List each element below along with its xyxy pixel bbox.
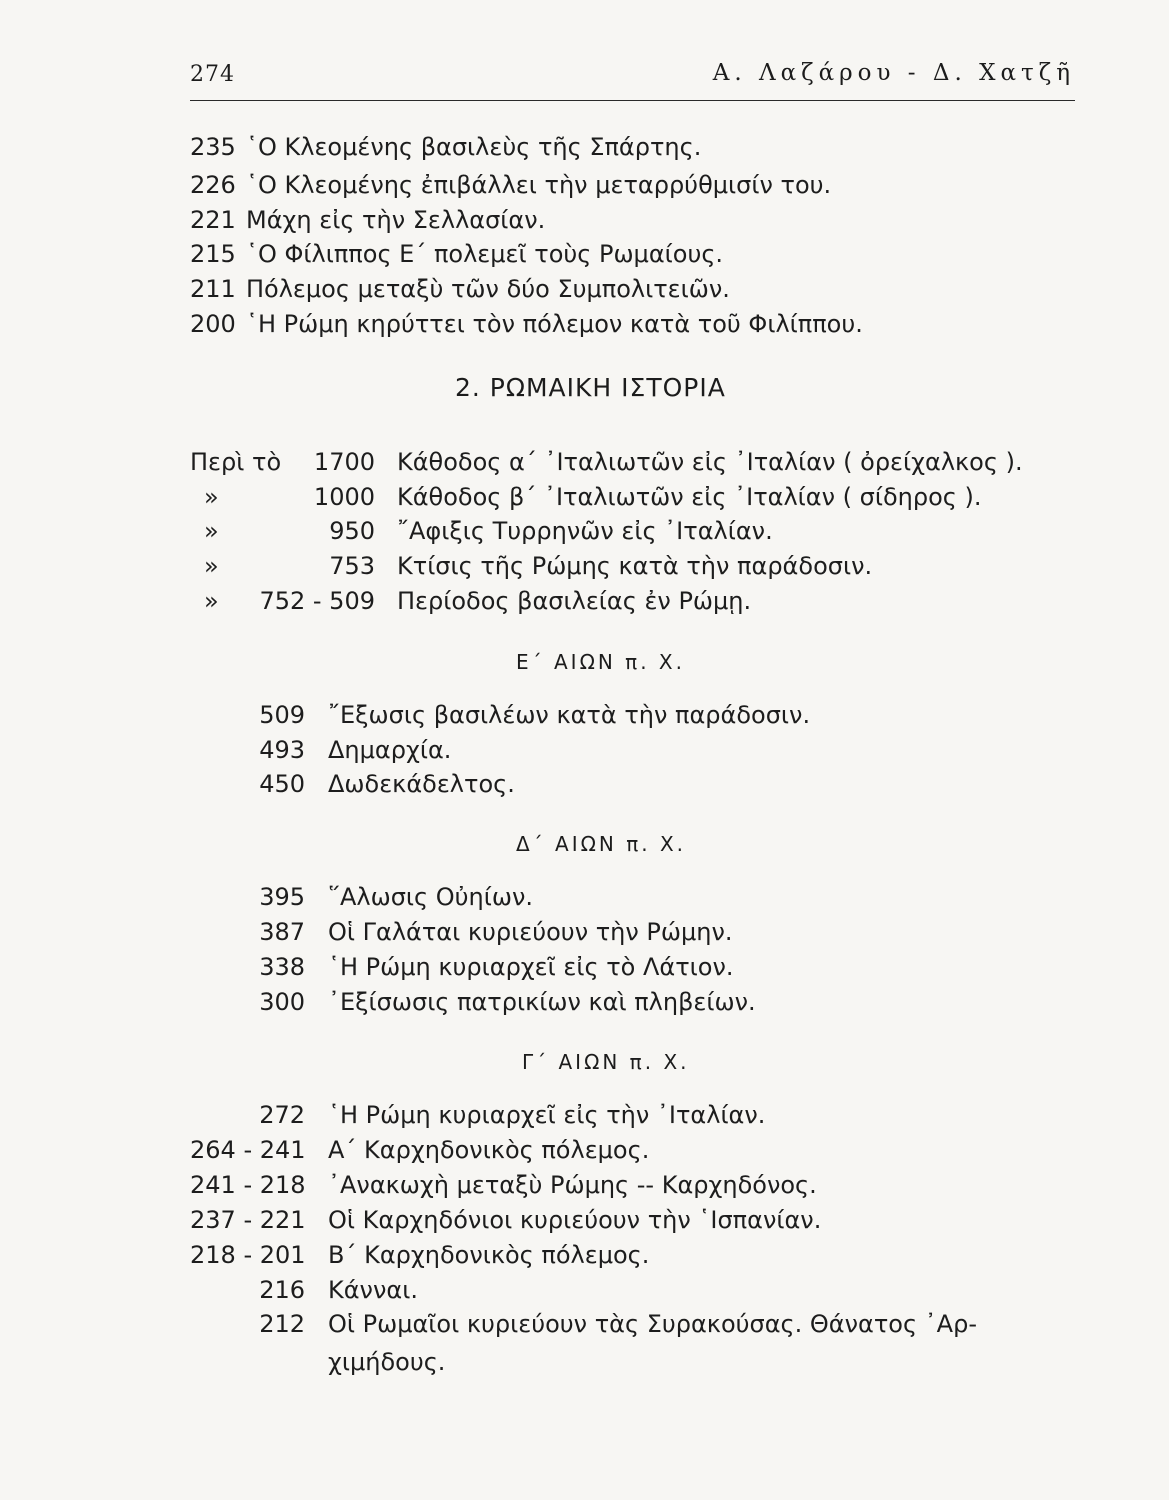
entry-year: 241 - 218 [190, 1171, 306, 1199]
entry-continuation: χιμήδους. [328, 1348, 446, 1376]
century-heading: Δ΄ ΑΙΩΝ π. Χ. [516, 832, 687, 856]
entry-text: Δωδεκάδελτος. [328, 770, 515, 798]
entry-year: 200 [190, 310, 236, 338]
entry-year: 264 - 241 [190, 1136, 306, 1164]
entry-year: 237 - 221 [190, 1206, 306, 1234]
running-head: Α. Λαζάρου - Δ. Χατζῆ [712, 60, 1075, 86]
entry-text: Μάχη εἰς τὴν Σελλασίαν. [246, 206, 546, 234]
entry-text: Οἱ Γαλάται κυριεύουν τὴν Ρώμην. [328, 918, 733, 946]
entry-year: 221 [190, 206, 236, 234]
page-header [190, 60, 1075, 101]
entry-text: ῾Η Ρώμη κυριαρχεῖ εἰς τὸ Λάτιον. [328, 953, 734, 981]
entry-year: 300 [259, 988, 305, 1016]
entry-year: 1000 [313, 483, 375, 511]
entry-year: 950 [329, 517, 375, 545]
entry-year: 752 - 509 [259, 587, 375, 615]
century-heading: Γ΄ ΑΙΩΝ π. Χ. [522, 1050, 690, 1074]
entry-text: ῾Ο Φίλιππος Ε΄ πολεμεῖ τοὺς Ρωμαίους. [246, 240, 724, 268]
section-title: 2. ΡΩΜΑΙΚΗ ΙΣΤΟΡΙΑ [455, 373, 726, 402]
entry-prefix: » [204, 587, 219, 615]
entry-text: ᾿Εξίσωσις πατρικίων καὶ πληβείων. [328, 988, 756, 1016]
entry-year: 216 [259, 1276, 305, 1304]
entry-year: 387 [259, 918, 305, 946]
entry-text: ῎Αφιξις Τυρρηνῶν εἰς ᾿Ιταλίαν. [397, 517, 773, 545]
entry-year: 338 [259, 953, 305, 981]
entry-text: ῾Ο Κλεομένης ἐπιβάλλει τὴν μεταρρύθμισίν του. [246, 171, 832, 199]
entry-text: Οἱ Ρωμαῖοι κυριεύουν τὰς Συρακούσας. Θάνατος ᾿Αρ- [328, 1310, 977, 1338]
entry-text: Οἱ Καρχηδόνιοι κυριεύουν τὴν ῾Ισπανίαν. [328, 1206, 822, 1234]
page-number: 274 [190, 62, 235, 87]
entry-year: 1700 [313, 448, 375, 476]
entry-year: 450 [259, 770, 305, 798]
entry-year: 211 [190, 275, 236, 303]
entry-prefix: » [204, 517, 219, 545]
entry-text: Κάθοδος β΄ ᾿Ιταλιωτῶν εἰς ᾿Ιταλίαν ( σίδηρος ). [397, 483, 982, 511]
entry-year: 226 [190, 171, 236, 199]
entry-text: ῾Η Ρώμη κηρύττει τὸν πόλεμον κατὰ τοῦ Φιλίππου. [246, 310, 863, 338]
entry-prefix: » [204, 483, 219, 511]
entry-text: ᾿Ανακωχὴ μεταξὺ Ρώμης -- Καρχηδόνος. [328, 1171, 817, 1199]
entry-text: Β΄ Καρχηδονικὸς πόλεμος. [328, 1241, 650, 1269]
entry-year: 395 [259, 883, 305, 911]
entry-text: Α΄ Καρχηδονικὸς πόλεμος. [328, 1136, 650, 1164]
entry-text: Κάθοδος α΄ ᾿Ιταλιωτῶν εἰς ᾿Ιταλίαν ( ὀρείχαλκος ). [397, 448, 1023, 476]
entry-text: Πόλεμος μεταξὺ τῶν δύο Συμπολιτειῶν. [246, 275, 730, 303]
entry-text: Κάνναι. [328, 1276, 418, 1304]
entry-year: 753 [329, 552, 375, 580]
entry-text: ῾Ο Κλεομένης βασιλεὺς τῆς Σπάρτης. [246, 133, 702, 161]
entry-year: 212 [259, 1310, 305, 1338]
entry-text: Δημαρχία. [328, 736, 452, 764]
entry-text: ῞Αλωσις Οὐηίων. [328, 883, 534, 911]
entry-text: ῎Εξωσις βασιλέων κατὰ τὴν παράδοσιν. [328, 701, 811, 729]
entry-year: 218 - 201 [190, 1241, 306, 1269]
entry-prefix: Περὶ τὸ [190, 448, 282, 476]
entry-year: 272 [259, 1101, 305, 1129]
entry-text: ῾Η Ρώμη κυριαρχεῖ εἰς τὴν ᾿Ιταλίαν. [328, 1101, 766, 1129]
entry-text: Περίοδος βασιλείας ἐν Ρώμῃ. [397, 587, 752, 615]
entry-year: 493 [259, 736, 305, 764]
century-heading: Ε΄ ΑΙΩΝ π. Χ. [516, 650, 685, 674]
entry-year: 235 [190, 133, 236, 161]
entry-year: 509 [259, 701, 305, 729]
entry-prefix: » [204, 552, 219, 580]
entry-text: Κτίσις τῆς Ρώμης κατὰ τὴν παράδοσιν. [397, 552, 873, 580]
entry-year: 215 [190, 240, 236, 268]
